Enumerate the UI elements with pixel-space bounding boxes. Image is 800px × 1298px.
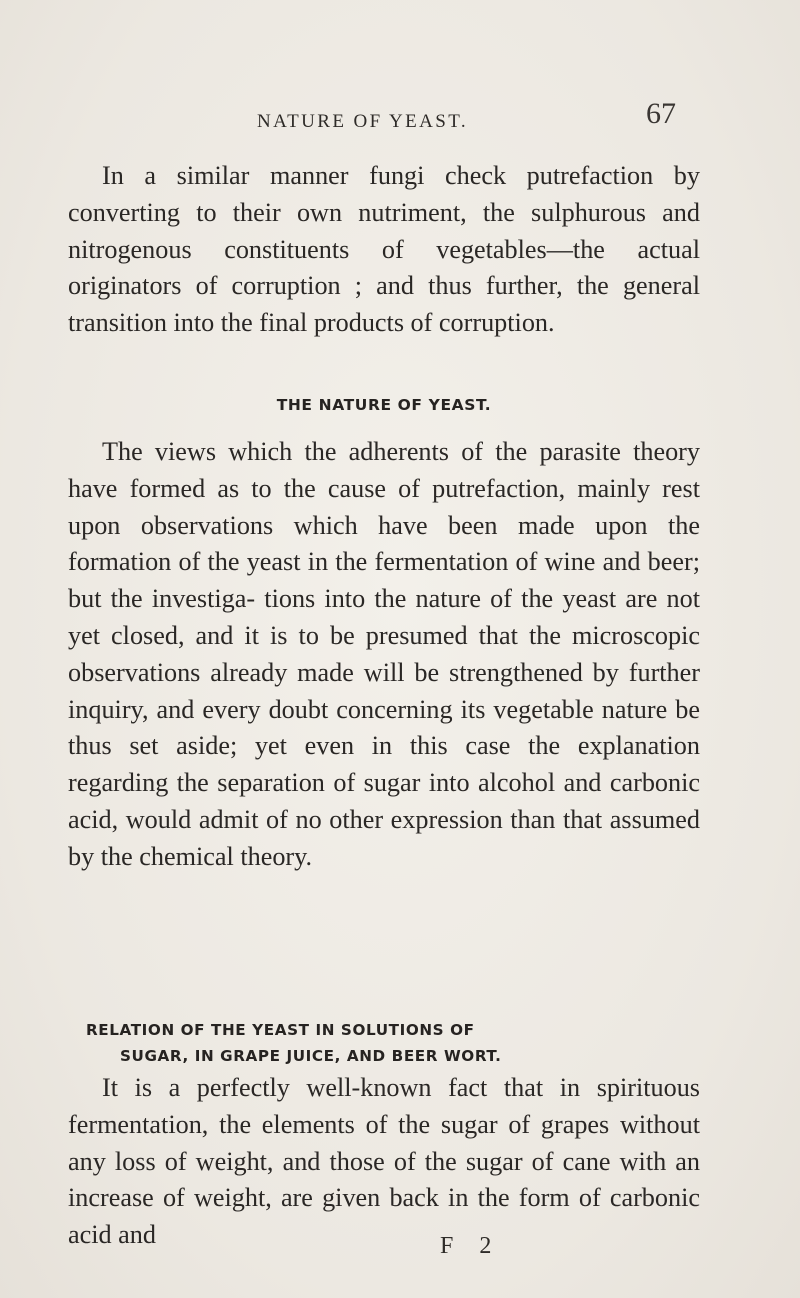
- paragraph-parasite-theory: The views which the adherents of the parasite theory have formed as to the cause of putrefaction, mainly rest upon observations which have been made upon the formation of the yeast in the fermentation of wine and beer; but the investiga- tions into the nature of the yeast are not yet closed, and it is to be presumed that the microscopic observations already made will be strengthened by further inquiry, and every doubt concerning its vegetable nature be thus set aside; yet even in this case the explanation regarding the separation of sugar into alcohol and carbonic acid, would admit of no other expression than that assumed by the chemical theory.: [68, 437, 700, 871]
- page-number: 67: [646, 97, 676, 130]
- paragraph-fungi: In a similar manner fungi check putrefaction by converting to their own nutriment, the sulphurous and nitrogenous constituents of vegetables—the actual originators of corruption ; and thus further, the general transition into the final products of corruption.: [68, 161, 700, 338]
- running-title: NATURE OF YEAST.: [257, 111, 468, 132]
- heading-line-2: SUGAR, IN GRAPE JUICE, AND BEER WORT.: [120, 1047, 502, 1065]
- paragraph-spirituous-fermentation: It is a perfectly well-known fact that in spirituous fermentation, the elements of the sugar of grapes without any loss of weight, and those of the sugar of cane with an increase of weight, are given back in the form of carbonic acid and: [68, 1073, 700, 1250]
- section-heading-relation-of-yeast: [86, 1017, 696, 1069]
- running-head: [257, 97, 677, 147]
- heading-line-1: RELATION OF THE YEAST IN SOLUTIONS OF: [86, 1021, 475, 1039]
- section-heading-nature-of-yeast: THE NATURE OF YEAST.: [276, 396, 492, 414]
- signature-mark: F 2: [440, 1233, 502, 1259]
